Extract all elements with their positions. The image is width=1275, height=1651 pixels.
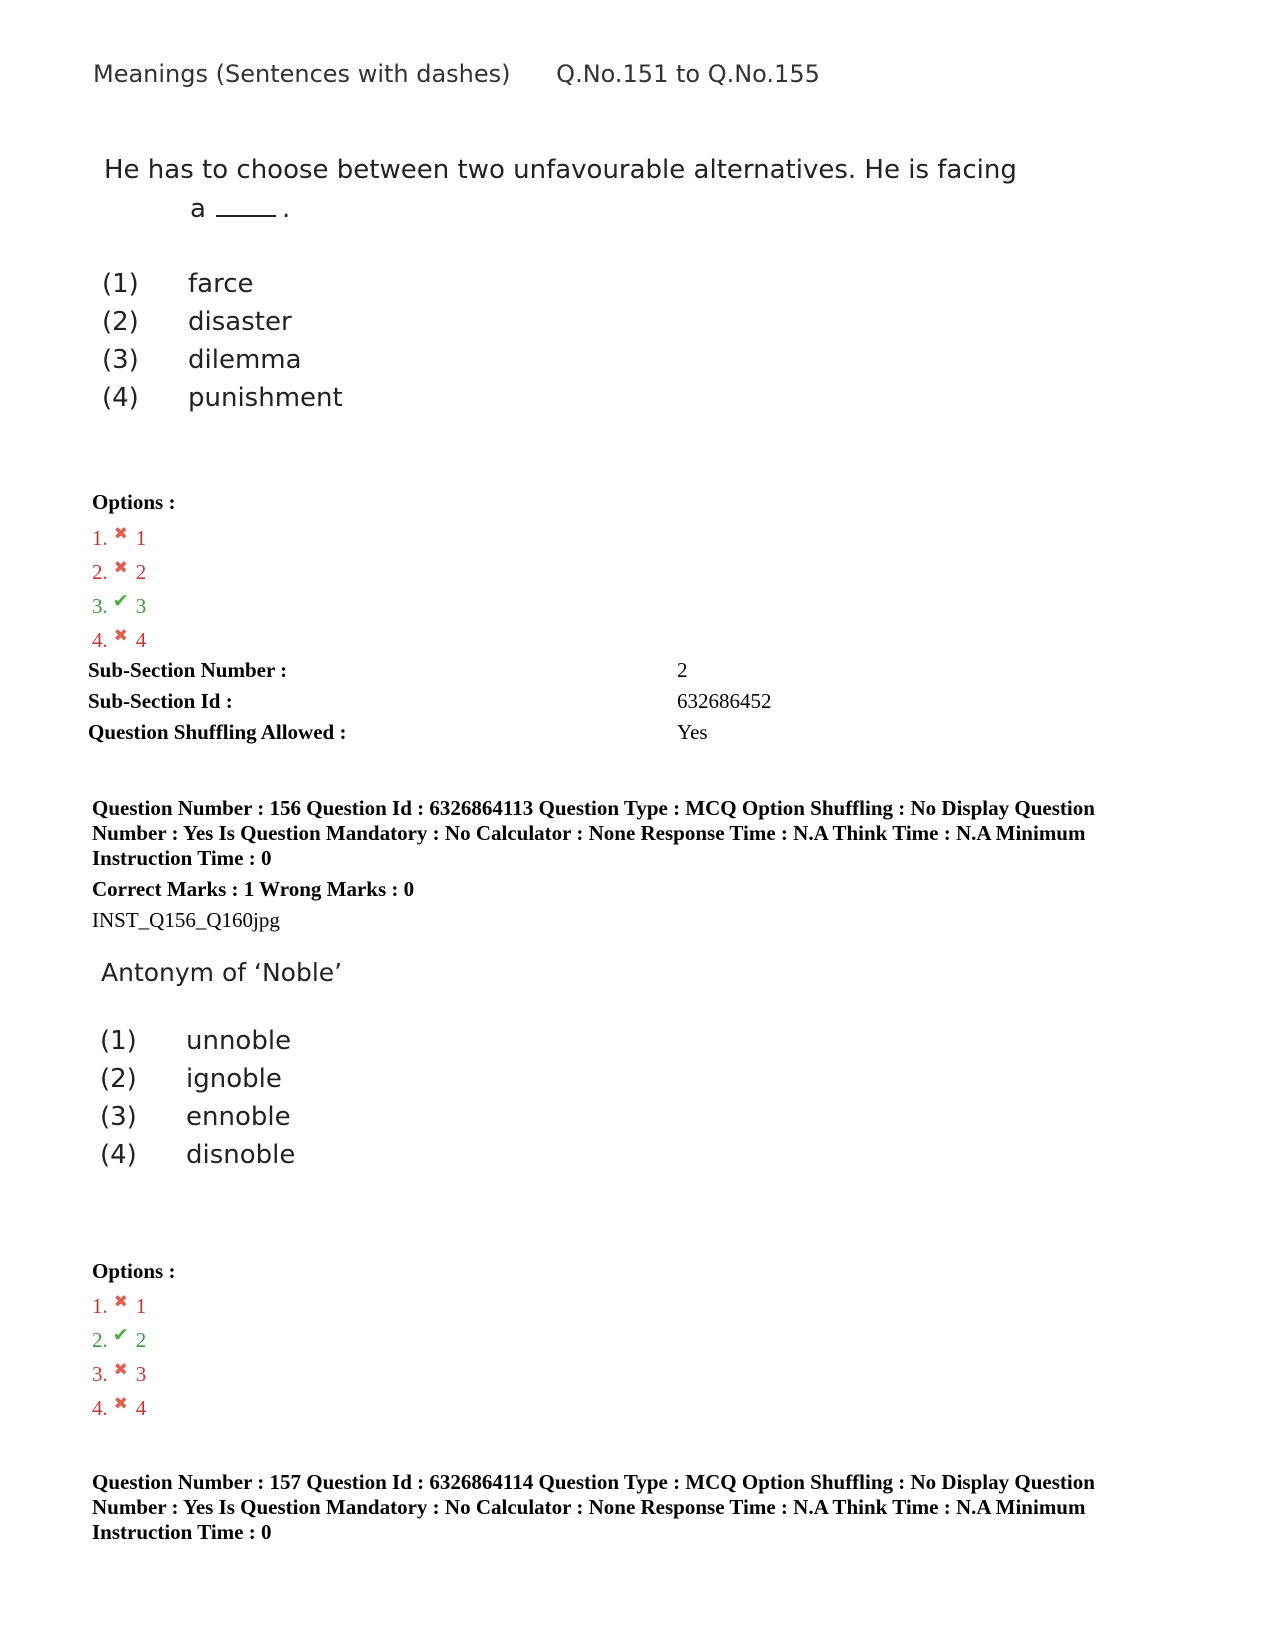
option-item — [92, 589, 146, 623]
choice-text: disaster — [188, 307, 292, 337]
choice-text: farce — [188, 269, 254, 299]
choice-number: (3) — [102, 345, 139, 375]
option-index: 4. — [92, 628, 108, 652]
stem-end: . — [281, 194, 291, 224]
cross-icon: ✖ — [113, 1360, 128, 1380]
choice-text: unnoble — [186, 1026, 292, 1056]
option-index: 3. — [92, 1362, 108, 1386]
cross-icon: ✖ — [113, 1394, 128, 1414]
meta-line: Number : Yes Is Question Mandatory : No Calculator : None Response Time : N.A Think Time : N.A Minimum — [92, 1495, 1086, 1519]
option-item — [92, 1323, 146, 1357]
question-meta — [92, 1470, 1202, 1545]
option-index: 1. — [92, 526, 108, 550]
subsection-number-row — [88, 655, 988, 686]
cross-icon: ✖ — [113, 524, 128, 544]
section-title: Meanings (Sentences with dashes) — [93, 60, 511, 88]
question-title: Antonym of ‘Noble’ — [101, 958, 343, 987]
choice-number: (2) — [100, 1064, 137, 1094]
option-index: 3. — [92, 594, 108, 618]
instruction-ref: INST_Q156_Q160jpg — [92, 908, 280, 932]
stem-article: a — [190, 194, 206, 224]
meta-line: Question Number : 157 Question Id : 6326864114 Question Type : MCQ Option Shuffling : No Display Question — [92, 1470, 1095, 1494]
meta-line: Instruction Time : 0 — [92, 846, 272, 870]
options-label: Options : — [92, 490, 176, 514]
choice-item — [102, 265, 343, 303]
subsection-number-value: 2 — [677, 658, 688, 682]
choice-text: ennoble — [186, 1102, 291, 1132]
check-icon: ✔ — [112, 1324, 129, 1346]
option-value: 2 — [135, 1328, 147, 1352]
marks-line: Correct Marks : 1 Wrong Marks : 0 — [92, 877, 415, 901]
options-list — [92, 1289, 146, 1425]
subsection-number-label: Sub-Section Number : — [88, 658, 288, 682]
choice-item — [100, 1136, 295, 1174]
option-value: 3 — [135, 1362, 147, 1386]
choice-item — [102, 379, 343, 417]
choice-text: punishment — [188, 383, 343, 413]
question-stem: He has to choose between two unfavourable alternatives. He is facing — [104, 155, 1017, 185]
shuffle-label: Question Shuffling Allowed : — [88, 720, 347, 744]
option-item — [92, 1357, 146, 1391]
option-index: 1. — [92, 1294, 108, 1318]
choice-text: ignoble — [186, 1064, 282, 1094]
question-choices — [102, 265, 343, 417]
option-item — [92, 623, 146, 657]
check-icon: ✔ — [112, 590, 129, 612]
subsection-info — [88, 655, 988, 748]
cross-icon: ✖ — [113, 626, 128, 646]
question-choices — [100, 1022, 295, 1174]
choice-number: (2) — [102, 307, 139, 337]
subsection-id-value: 632686452 — [677, 689, 772, 713]
choice-number: (1) — [102, 269, 139, 299]
choice-number: (3) — [100, 1102, 137, 1132]
shuffle-value: Yes — [677, 720, 708, 744]
subsection-id-label: Sub-Section Id : — [88, 689, 233, 713]
choice-item — [102, 303, 343, 341]
option-value: 4 — [135, 628, 147, 652]
option-item — [92, 521, 146, 555]
option-index: 2. — [92, 560, 108, 584]
choice-number: (1) — [100, 1026, 137, 1056]
shuffle-row — [88, 717, 988, 748]
choice-text: dilemma — [188, 345, 302, 375]
question-meta — [92, 796, 1202, 871]
option-value: 1 — [135, 1294, 147, 1318]
cross-icon: ✖ — [113, 558, 128, 578]
blank-line — [216, 199, 276, 217]
option-index: 2. — [92, 1328, 108, 1352]
option-value: 4 — [135, 1396, 147, 1420]
meta-line: Question Number : 156 Question Id : 6326864113 Question Type : MCQ Option Shuffling : No Display Question — [92, 796, 1095, 820]
question-range: Q.No.151 to Q.No.155 — [556, 60, 820, 88]
choice-item — [100, 1022, 295, 1060]
option-value: 2 — [135, 560, 147, 584]
choice-item — [102, 341, 343, 379]
section-header — [93, 60, 820, 88]
options-label: Options : — [92, 1259, 176, 1283]
meta-line: Number : Yes Is Question Mandatory : No Calculator : None Response Time : N.A Think Time : N.A Minimum — [92, 821, 1086, 845]
choice-item — [100, 1060, 295, 1098]
choice-item — [100, 1098, 295, 1136]
choice-number: (4) — [100, 1140, 137, 1170]
cross-icon: ✖ — [113, 1292, 128, 1312]
meta-line: Instruction Time : 0 — [92, 1520, 272, 1544]
option-index: 4. — [92, 1396, 108, 1420]
options-list — [92, 521, 146, 657]
question-stem-blank — [190, 194, 290, 224]
subsection-id-row — [88, 686, 988, 717]
choice-number: (4) — [102, 383, 139, 413]
choice-text: disnoble — [186, 1140, 296, 1170]
option-value: 1 — [135, 526, 147, 550]
option-item — [92, 1391, 146, 1425]
option-value: 3 — [135, 594, 147, 618]
